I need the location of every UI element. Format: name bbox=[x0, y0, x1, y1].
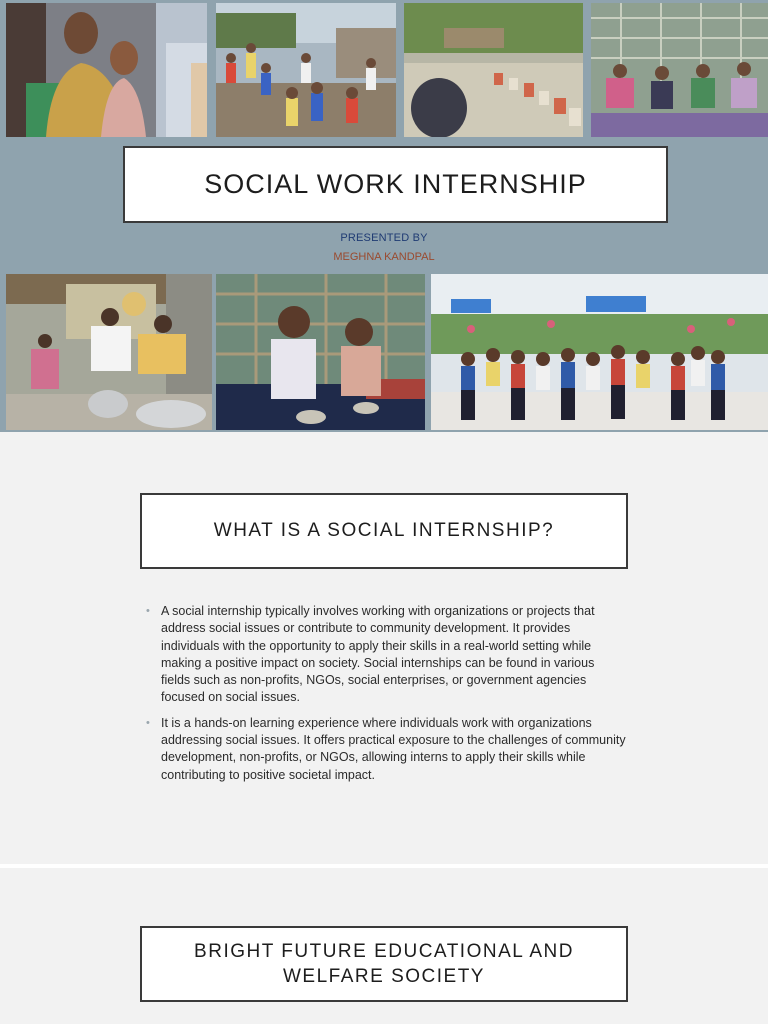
photo-children-with-plates bbox=[591, 3, 768, 137]
slide-heading: WHAT IS A SOCIAL INTERNSHIP? bbox=[213, 520, 555, 541]
bullet-dot-icon: • bbox=[146, 605, 150, 617]
bullet-item bbox=[146, 715, 626, 784]
heading-box bbox=[140, 493, 628, 569]
bullet-text: A social internship typically involves working with organizations or projects that address social issues or contribute to community development. It provides individuals with the opportunity to apply their skills in a real-world setting while making a positive impact on society. Social internships can be found in various fields such as non-profits, NGOs, social enterprises, or government agencies focused on social issues. bbox=[161, 604, 595, 705]
title-slide bbox=[0, 0, 768, 432]
photo-girls-eating bbox=[216, 274, 425, 430]
bullet-text: It is a hands-on learning experience where individuals work with organizations addressing social issues. It offers practical exposure to the challenges of community development, non-profits, or NGOs, allowing interns to apply their skills while contributing to positive societal impact. bbox=[161, 715, 626, 782]
bullet-dot-icon: • bbox=[146, 716, 150, 729]
slide-heading: BRIGHT FUTURE EDUCATIONAL AND WELFARE SOCIETY bbox=[194, 941, 574, 987]
title-box bbox=[123, 146, 668, 223]
definition-slide bbox=[0, 432, 768, 864]
photo-children-in-settlement bbox=[216, 3, 396, 137]
photo-children-seated-outdoors bbox=[404, 3, 583, 137]
bullet-item bbox=[146, 603, 626, 707]
organization-slide bbox=[0, 868, 768, 1024]
author-name: MEGHNA KANDPAL bbox=[333, 251, 435, 263]
photo-mother-and-child bbox=[6, 3, 207, 137]
slide-title: SOCIAL WORK INTERNSHIP bbox=[204, 169, 587, 199]
heading-box bbox=[140, 926, 628, 1002]
photo-food-distribution bbox=[6, 274, 212, 430]
photo-group-of-children bbox=[431, 274, 768, 430]
bullet-list bbox=[146, 603, 626, 792]
presented-by-label: PRESENTED BY bbox=[340, 232, 428, 244]
